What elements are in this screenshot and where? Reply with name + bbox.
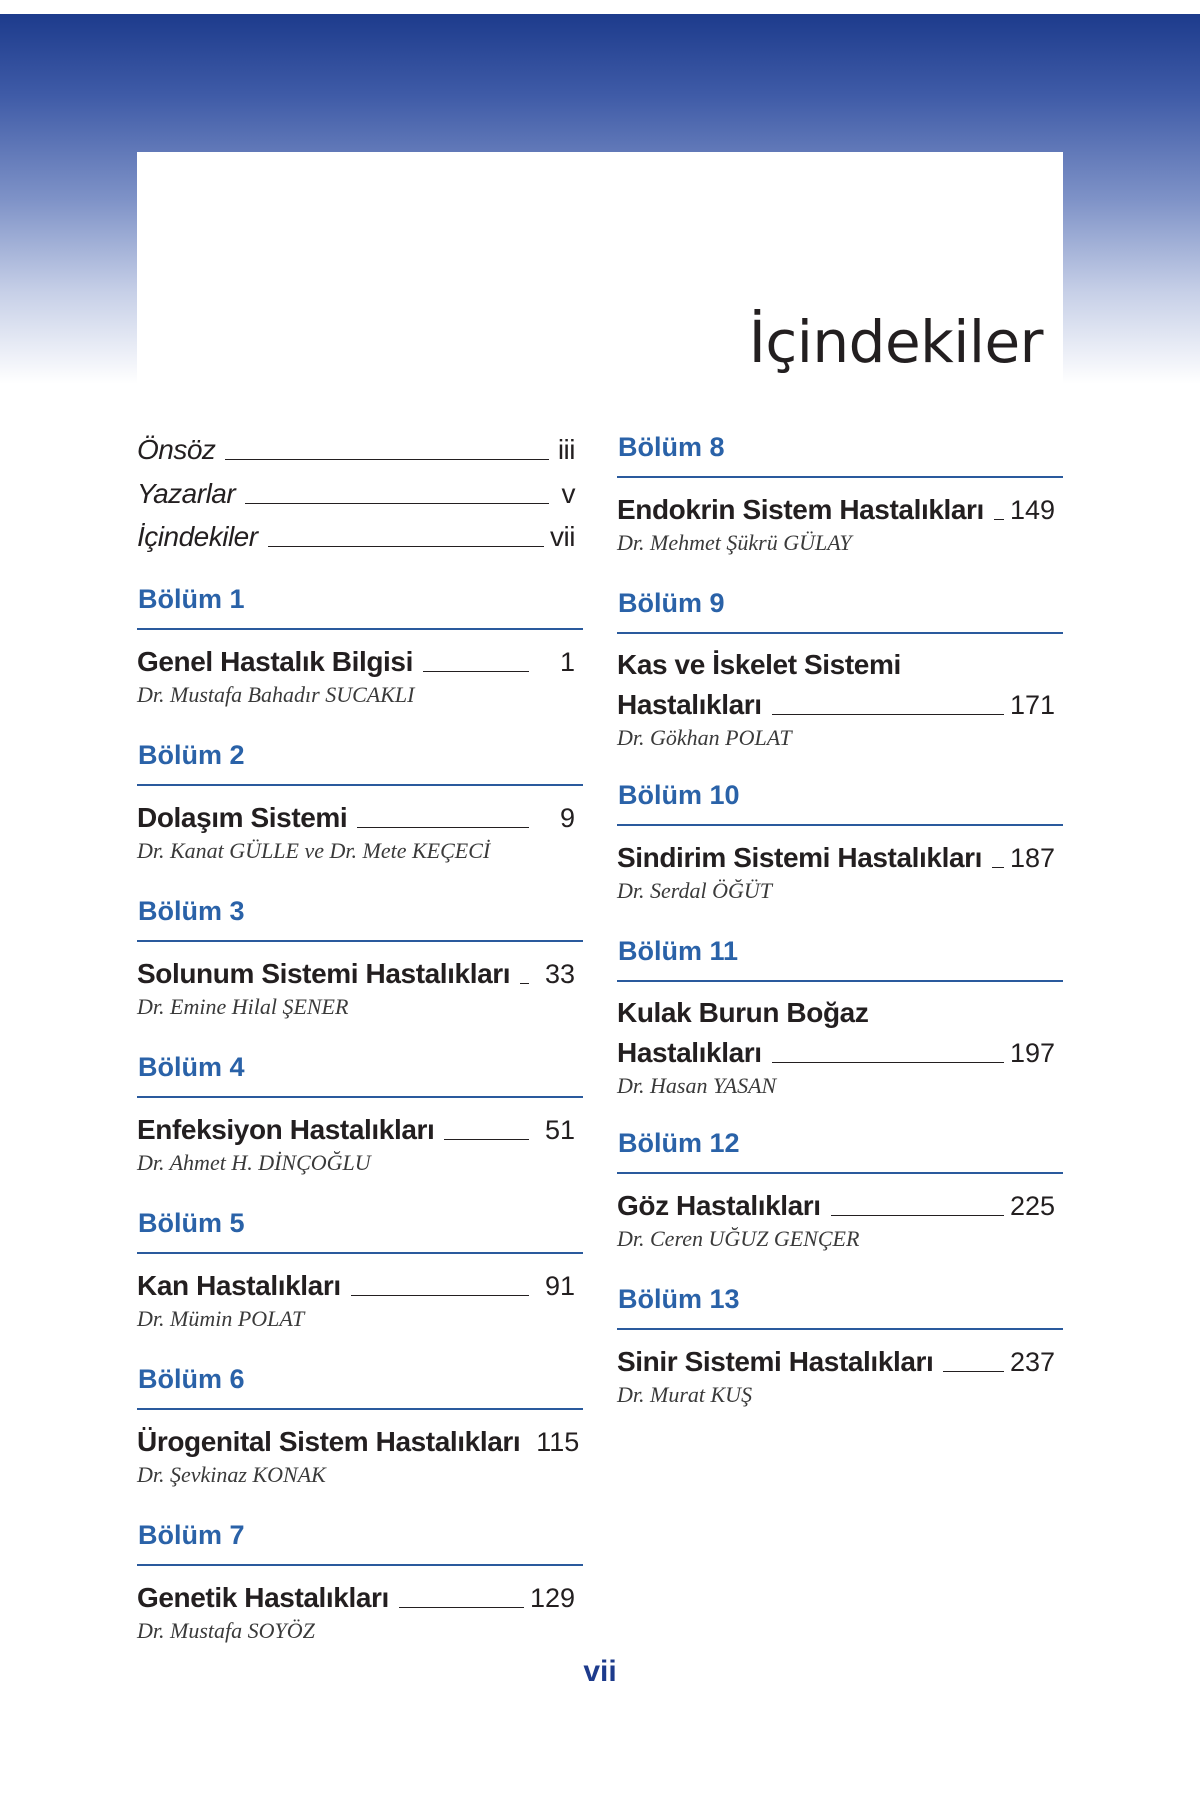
front-matter-page: v bbox=[561, 478, 575, 509]
chapter-title: Göz Hastalıkları bbox=[617, 1190, 821, 1221]
leader-line bbox=[992, 867, 1004, 868]
chapter-page: 1 bbox=[559, 647, 575, 677]
leader-line bbox=[399, 1607, 524, 1608]
chapter-entry[interactable] bbox=[137, 956, 583, 990]
leader-line bbox=[357, 827, 529, 828]
chapter-page: 51 bbox=[544, 1115, 575, 1145]
section-heading: Bölüm 10 bbox=[617, 780, 1063, 826]
section-heading: Bölüm 4 bbox=[137, 1052, 583, 1098]
section-heading: Bölüm 9 bbox=[617, 588, 1063, 634]
chapter-title: Dolaşım Sistemi bbox=[137, 802, 348, 833]
chapter-author: Dr. Mümin POLAT bbox=[137, 1306, 305, 1331]
section-heading: Bölüm 1 bbox=[137, 584, 583, 630]
chapter-author: Dr. Mehmet Şükrü GÜLAY bbox=[617, 530, 852, 555]
chapter-page: 9 bbox=[559, 803, 575, 833]
front-matter-item[interactable] bbox=[137, 476, 583, 510]
chapter-author: Dr. Gökhan POLAT bbox=[617, 725, 792, 750]
chapter-title: Kan Hastalıkları bbox=[137, 1270, 341, 1301]
front-matter-page: iii bbox=[557, 434, 575, 465]
section-heading: Bölüm 5 bbox=[137, 1208, 583, 1254]
chapter-author: Dr. Kanat GÜLLE ve Dr. Mete KEÇECİ bbox=[137, 838, 491, 863]
chapter-author: Dr. Serdal ÖĞÜT bbox=[617, 878, 773, 903]
title-box bbox=[137, 152, 1063, 384]
chapter-title-line: Kulak Burun Boğaz bbox=[617, 997, 869, 1028]
chapter-title-line: Kas ve İskelet Sistemi bbox=[617, 649, 901, 680]
section-heading: Bölüm 7 bbox=[137, 1520, 583, 1566]
chapter-page: 33 bbox=[544, 959, 575, 989]
leader-line bbox=[351, 1295, 529, 1296]
leader-line bbox=[268, 546, 544, 547]
chapter-title: Endokrin Sistem Hastalıkları bbox=[617, 494, 984, 525]
chapter-entry[interactable] bbox=[137, 1268, 583, 1302]
chapter-title: Ürogenital Sistem Hastalıkları bbox=[137, 1426, 521, 1457]
leader-line bbox=[772, 1062, 1004, 1063]
chapter-author: Dr. Ahmet H. DİNÇOĞLU bbox=[137, 1150, 371, 1175]
chapter-entry[interactable] bbox=[137, 1580, 583, 1614]
chapter-page: 187 bbox=[1009, 843, 1055, 873]
section-heading: Bölüm 13 bbox=[617, 1284, 1063, 1330]
front-matter-label: İçindekiler bbox=[137, 521, 258, 552]
chapter-entry[interactable] bbox=[137, 644, 583, 678]
chapter-author: Dr. Hasan YASAN bbox=[617, 1073, 777, 1098]
chapter-entry[interactable] bbox=[137, 1112, 583, 1146]
chapter-title: Hastalıkları bbox=[617, 1037, 762, 1068]
chapter-entry[interactable] bbox=[617, 687, 1063, 721]
chapter-title: Solunum Sistemi Hastalıkları bbox=[137, 958, 511, 989]
chapter-title: Sindirim Sistemi Hastalıkları bbox=[617, 842, 982, 873]
chapter-page: 91 bbox=[544, 1271, 575, 1301]
chapter-title: Genetik Hastalıkları bbox=[137, 1582, 389, 1613]
chapter-page: 171 bbox=[1009, 690, 1055, 720]
chapter-author: Dr. Şevkinaz KONAK bbox=[137, 1462, 326, 1487]
section-heading: Bölüm 8 bbox=[617, 432, 1063, 478]
chapter-entry[interactable] bbox=[617, 1344, 1063, 1378]
front-matter-page: vii bbox=[550, 521, 575, 552]
leader-line bbox=[423, 671, 529, 672]
chapter-title: Hastalıkları bbox=[617, 689, 762, 720]
chapter-title: Genel Hastalık Bilgisi bbox=[137, 646, 413, 677]
chapter-page: 237 bbox=[1009, 1347, 1055, 1377]
chapter-author: Dr. Mustafa SOYÖZ bbox=[137, 1618, 315, 1643]
chapter-page: 197 bbox=[1009, 1038, 1055, 1068]
section-heading: Bölüm 12 bbox=[617, 1128, 1063, 1174]
chapter-page: 149 bbox=[1009, 495, 1055, 525]
section-heading: Bölüm 11 bbox=[617, 936, 1063, 982]
leader-line bbox=[943, 1371, 1004, 1372]
leader-line bbox=[520, 983, 529, 984]
section-heading: Bölüm 6 bbox=[137, 1364, 583, 1410]
leader-line bbox=[994, 519, 1004, 520]
chapter-author: Dr. Ceren UĞUZ GENÇER bbox=[617, 1226, 860, 1251]
page-number: vii bbox=[583, 1655, 617, 1688]
chapter-entry[interactable] bbox=[617, 1188, 1063, 1222]
chapter-entry[interactable] bbox=[617, 492, 1063, 526]
front-matter-label: Yazarlar bbox=[137, 478, 236, 509]
chapter-page: 115 bbox=[536, 1427, 580, 1457]
leader-line bbox=[245, 503, 549, 504]
chapter-page: 129 bbox=[529, 1583, 575, 1613]
leader-line bbox=[225, 459, 549, 460]
chapter-page: 225 bbox=[1009, 1191, 1055, 1221]
chapter-entry[interactable] bbox=[137, 800, 583, 834]
leader-line bbox=[444, 1139, 529, 1140]
leader-line bbox=[772, 714, 1004, 715]
chapter-entry[interactable] bbox=[617, 840, 1063, 874]
chapter-author: Dr. Mustafa Bahadır SUCAKLI bbox=[137, 682, 415, 707]
section-heading: Bölüm 3 bbox=[137, 896, 583, 942]
chapter-title: Sinir Sistemi Hastalıkları bbox=[617, 1346, 934, 1377]
chapter-author: Dr. Murat KUŞ bbox=[617, 1382, 753, 1407]
page-title: İçindekiler bbox=[748, 308, 1043, 376]
chapter-entry[interactable] bbox=[137, 1424, 583, 1458]
front-matter-item[interactable] bbox=[137, 432, 583, 466]
chapter-author: Dr. Emine Hilal ŞENER bbox=[137, 994, 349, 1019]
section-heading: Bölüm 2 bbox=[137, 740, 583, 786]
chapter-title: Enfeksiyon Hastalıkları bbox=[137, 1114, 435, 1145]
chapter-entry[interactable] bbox=[617, 1035, 1063, 1069]
front-matter-label: Önsöz bbox=[137, 434, 216, 465]
front-matter-item[interactable] bbox=[137, 519, 583, 553]
leader-line bbox=[831, 1215, 1004, 1216]
